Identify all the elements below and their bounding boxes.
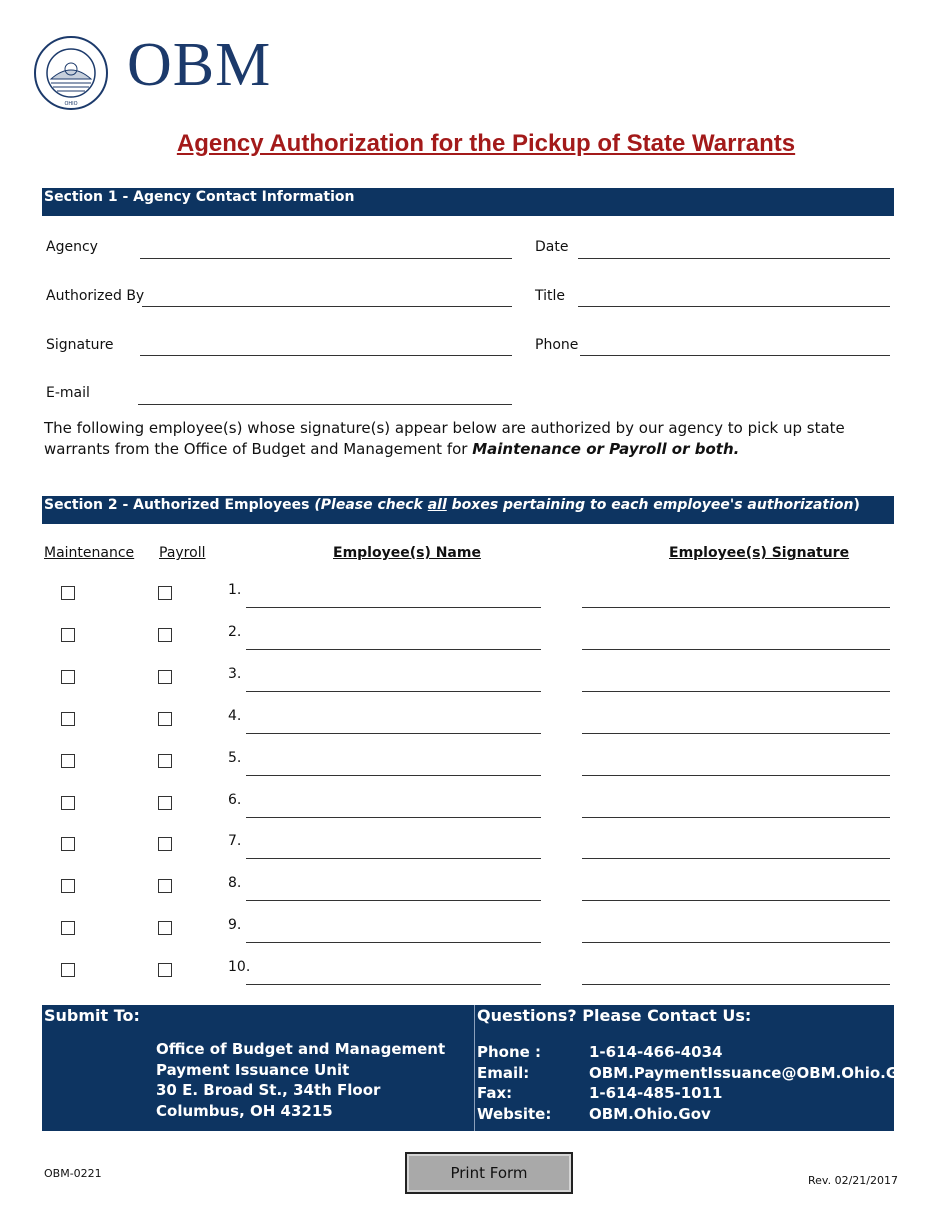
address-line: Office of Budget and Management [156,1040,446,1058]
employee-signature-field[interactable] [582,942,890,943]
payroll-checkbox[interactable] [158,754,172,768]
contact-label: Phone : [477,1043,542,1061]
row-number: 3. [228,666,242,682]
contact-email[interactable]: OBM.PaymentIssuance@OBM.Ohio.Gov [589,1063,919,1082]
row-number: 10. [228,959,251,975]
maintenance-checkbox[interactable] [61,963,75,977]
payroll-checkbox[interactable] [158,963,172,977]
contact-website[interactable]: OBM.Ohio.Gov [589,1104,711,1123]
maintenance-checkbox[interactable] [61,628,75,642]
authorization-text: The following employee(s) whose signature(s) appear below are authorized by our agency to pick up state warrants from the Office of Budget and Management for [44,419,845,458]
maintenance-column-header: Maintenance [44,545,135,561]
agency-field[interactable] [140,258,512,259]
authorization-paragraph [44,418,904,460]
row-number: 6. [228,792,242,808]
employee-name-field[interactable] [246,733,541,734]
address-line: Payment Issuance Unit [156,1060,350,1079]
authorization-emphasis: Maintenance or Payroll or both. [472,440,740,458]
maintenance-checkbox[interactable] [61,712,75,726]
maintenance-checkbox[interactable] [61,586,75,600]
employee-signature-field[interactable] [582,691,890,692]
authorized-by-label: Authorized By [46,288,145,304]
row-number: 7. [228,833,242,849]
row-number: 5. [228,750,242,766]
payroll-checkbox[interactable] [158,837,172,851]
signature-label: Signature [46,337,114,353]
employee-name-field[interactable] [246,984,541,985]
employee-name-field[interactable] [246,858,541,859]
footer-divider [474,1005,475,1131]
employee-signature-field[interactable] [582,649,890,650]
ohio-seal-logo [33,35,109,111]
phone-field[interactable] [580,355,890,356]
maintenance-checkbox[interactable] [61,921,75,935]
print-form-button[interactable]: Print Form [405,1152,573,1194]
title-label: Title [535,288,566,304]
revision-date: Rev. 02/21/2017 [808,1174,898,1187]
payroll-checkbox[interactable] [158,879,172,893]
row-number: 1. [228,582,242,598]
form-id: OBM-0221 [44,1167,102,1180]
employee-signature-field[interactable] [582,775,890,776]
payroll-checkbox[interactable] [158,628,172,642]
contact-fax: 1-614-485-1011 [589,1084,723,1102]
payroll-checkbox[interactable] [158,670,172,684]
employee-signature-field[interactable] [582,900,890,901]
employee-signature-field[interactable] [582,984,890,985]
employee-name-field[interactable] [246,607,541,608]
contact-values [589,1042,918,1124]
row-number: 9. [228,917,242,933]
email-label: E-mail [46,385,90,401]
payroll-column-header: Payroll [159,545,206,561]
employee-signature-field[interactable] [582,858,890,859]
address-line: Columbus, OH 43215 [156,1101,333,1120]
employee-name-field[interactable] [246,900,541,901]
contact-label: Website: [477,1104,552,1123]
employee-signature-column-header: Employee(s) Signature [669,545,850,561]
row-number: 2. [228,624,242,640]
svg-text:OHIO: OHIO [64,101,78,107]
section2-heading: Section 2 - Authorized Employees [44,497,315,513]
contact-heading: Questions? Please Contact Us: [477,1006,752,1025]
row-number: 4. [228,708,242,724]
row-number: 8. [228,875,242,891]
email-field[interactable] [138,404,512,405]
maintenance-checkbox[interactable] [61,837,75,851]
signature-field[interactable] [140,355,512,356]
employee-name-field[interactable] [246,649,541,650]
date-label: Date [535,239,569,255]
section2-note: (Please check all boxes pertaining to each employee's authorization [314,497,854,513]
submit-to-heading: Submit To: [44,1006,140,1025]
agency-label: Agency [46,239,98,255]
maintenance-checkbox[interactable] [61,879,75,893]
contact-labels [477,1042,551,1124]
section2-header: Section 2 - Authorized Employees (Please check all boxes pertaining to each employee's authorization) [42,496,894,524]
contact-label: Fax: [477,1084,513,1102]
form-title: Agency Authorization for the Pickup of State Warrants [176,130,796,157]
employee-signature-field[interactable] [582,607,890,608]
employee-signature-field[interactable] [582,817,890,818]
address-line: 30 E. Broad St., 34th Floor [156,1081,381,1099]
payroll-checkbox[interactable] [158,796,172,810]
employee-name-field[interactable] [246,775,541,776]
maintenance-checkbox[interactable] [61,754,75,768]
phone-label: Phone [535,337,579,353]
maintenance-checkbox[interactable] [61,670,75,684]
employee-name-field[interactable] [246,817,541,818]
section1-header: Section 1 - Agency Contact Information [42,188,894,216]
contact-phone: 1-614-466-4034 [589,1043,723,1061]
employee-signature-field[interactable] [582,733,890,734]
maintenance-checkbox[interactable] [61,796,75,810]
employee-name-field[interactable] [246,691,541,692]
payroll-checkbox[interactable] [158,586,172,600]
payroll-checkbox[interactable] [158,712,172,726]
contact-label: Email: [477,1063,530,1082]
employee-name-column-header: Employee(s) Name [333,545,481,561]
authorized-by-field[interactable] [142,306,512,307]
date-field[interactable] [578,258,890,259]
title-field[interactable] [578,306,890,307]
employee-name-field[interactable] [246,942,541,943]
obm-logo-text: OBM [127,31,272,99]
submit-address [156,1039,445,1121]
payroll-checkbox[interactable] [158,921,172,935]
